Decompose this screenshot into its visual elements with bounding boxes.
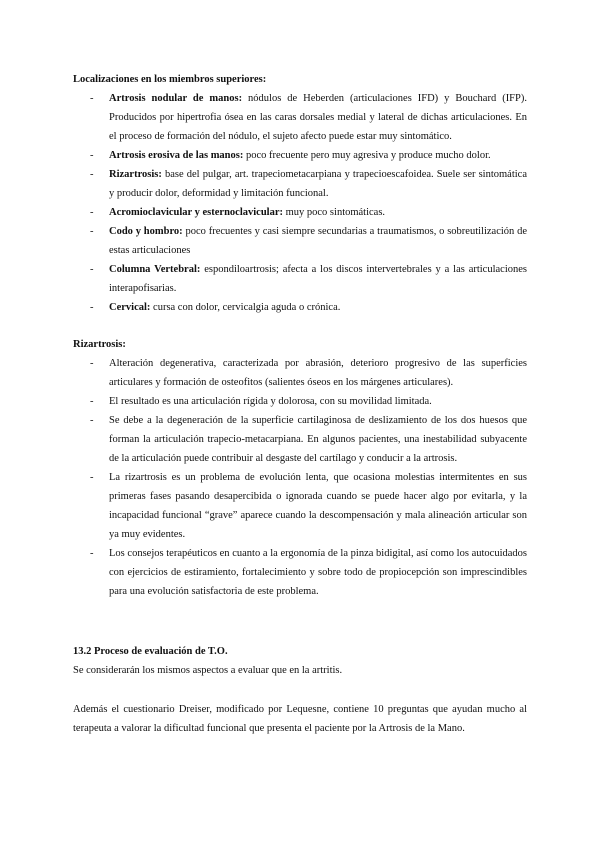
item-term: Columna Vertebral: [109,264,201,275]
section-heading-evaluacion: 13.2 Proceso de evaluación de T.O. [73,646,228,657]
item-term: Cervical: [109,302,151,313]
item-text: espondiloartrosis; afecta a los discos intervertebrales y a las articulaciones interapofisarias. [109,264,527,294]
item-text: La rizartrosis es un problema de evolución lenta, que ocasiona molestias intermitentes en sus primeras fases pasando desapercibida o ignorada cuando se puede hacer algo por evitarla, y la incapacidad funcional “grave” aparece cuando la descompensación y mala alineación articular son ya muy evidentes. [109,472,527,540]
item-text: cursa con dolor, cervicalgia aguda o crónica. [150,302,341,313]
list-item [73,298,527,317]
bullet-dash: - [90,415,94,426]
item-term: Rizartrosis: [109,169,162,180]
list-item [73,146,527,165]
bullet-dash: - [90,264,94,275]
item-text: poco frecuentes y casi siempre secundarias a traumatismos, o sobreutilización de estas articulaciones [109,226,527,256]
localizaciones-list [73,89,527,317]
section-heading-localizaciones: Localizaciones en los miembros superiores: [73,74,267,85]
spacer [73,317,527,335]
bullet-dash: - [90,548,94,559]
list-item [73,544,527,601]
list-item [73,354,527,392]
bullet-dash: - [90,93,94,104]
list-item [73,222,527,260]
item-text: El resultado es una articulación rígida y dolorosa, con su movilidad limitada. [109,396,432,407]
spacer [73,624,527,642]
document-body [73,70,527,738]
item-text: base del pulgar, art. trapeciometacarpiana y trapecioescafoidea. Suele ser sintomática y producir dolor, deformidad y limitación funcional. [109,169,527,199]
spacer [73,680,527,700]
list-item [73,411,527,468]
item-term: Artrosis nodular de manos: [109,93,243,104]
bullet-dash: - [90,226,94,237]
paragraph: Además el cuestionario Dreiser, modificado por Lequesne, contiene 10 preguntas que ayudan mucho al terapeuta a valorar la dificultad funcional que presenta el paciente por la Artrosis de la Mano. [73,704,527,734]
list-item [73,392,527,411]
bullet-dash: - [90,396,94,407]
item-text: nódulos de Heberden (articulaciones IFD) y Bouchard (IFP). Producidos por hipertrofia ósea en las caras dorsales medial y lateral de dichas articulaciones. En el proceso de formación del nódulo, el sujeto afecto puede estar muy sintomático. [109,93,527,142]
rizartrosis-list [73,354,527,601]
item-text: muy poco sintomáticas. [282,207,386,218]
item-term: Acromioclavicular y esternoclavicular: [109,207,283,218]
item-text: Los consejos terapéuticos en cuanto a la ergonomía de la pinza bidigital, así como los autocuidados con ejercicios de estiramiento, fortalecimiento y sobre todo de propiocepción son imprescindibles para una evolución satisfactoria de este problema. [109,548,527,597]
item-term: Artrosis erosiva de las manos: [109,150,244,161]
section-heading-rizartrosis: Rizartrosis: [73,339,126,350]
bullet-dash: - [90,358,94,369]
item-text: Se debe a la degeneración de la superficie cartilaginosa de deslizamiento de los dos huesos que forman la articulación trapecio-metacarpiana. En algunos pacientes, una inestabilidad subyacente de la articulación puede contribuir al desgaste del cartílago y conducir a la artrosis. [109,415,527,464]
bullet-dash: - [90,472,94,483]
bullet-dash: - [90,302,94,313]
item-term: Codo y hombro: [109,226,183,237]
item-text: poco frecuente pero muy agresiva y produce mucho dolor. [243,150,491,161]
list-item [73,260,527,298]
spacer [73,601,527,624]
bullet-dash: - [90,169,94,180]
bullet-dash: - [90,207,94,218]
list-item [73,468,527,544]
item-text: Alteración degenerativa, caracterizada por abrasión, deterioro progresivo de las superficies articulares y formación de osteofitos (salientes óseos en los márgenes articulares). [109,358,527,388]
paragraph: Se considerarán los mismos aspectos a evaluar que en la artritis. [73,665,343,676]
bullet-dash: - [90,150,94,161]
list-item [73,203,527,222]
list-item [73,89,527,146]
list-item [73,165,527,203]
